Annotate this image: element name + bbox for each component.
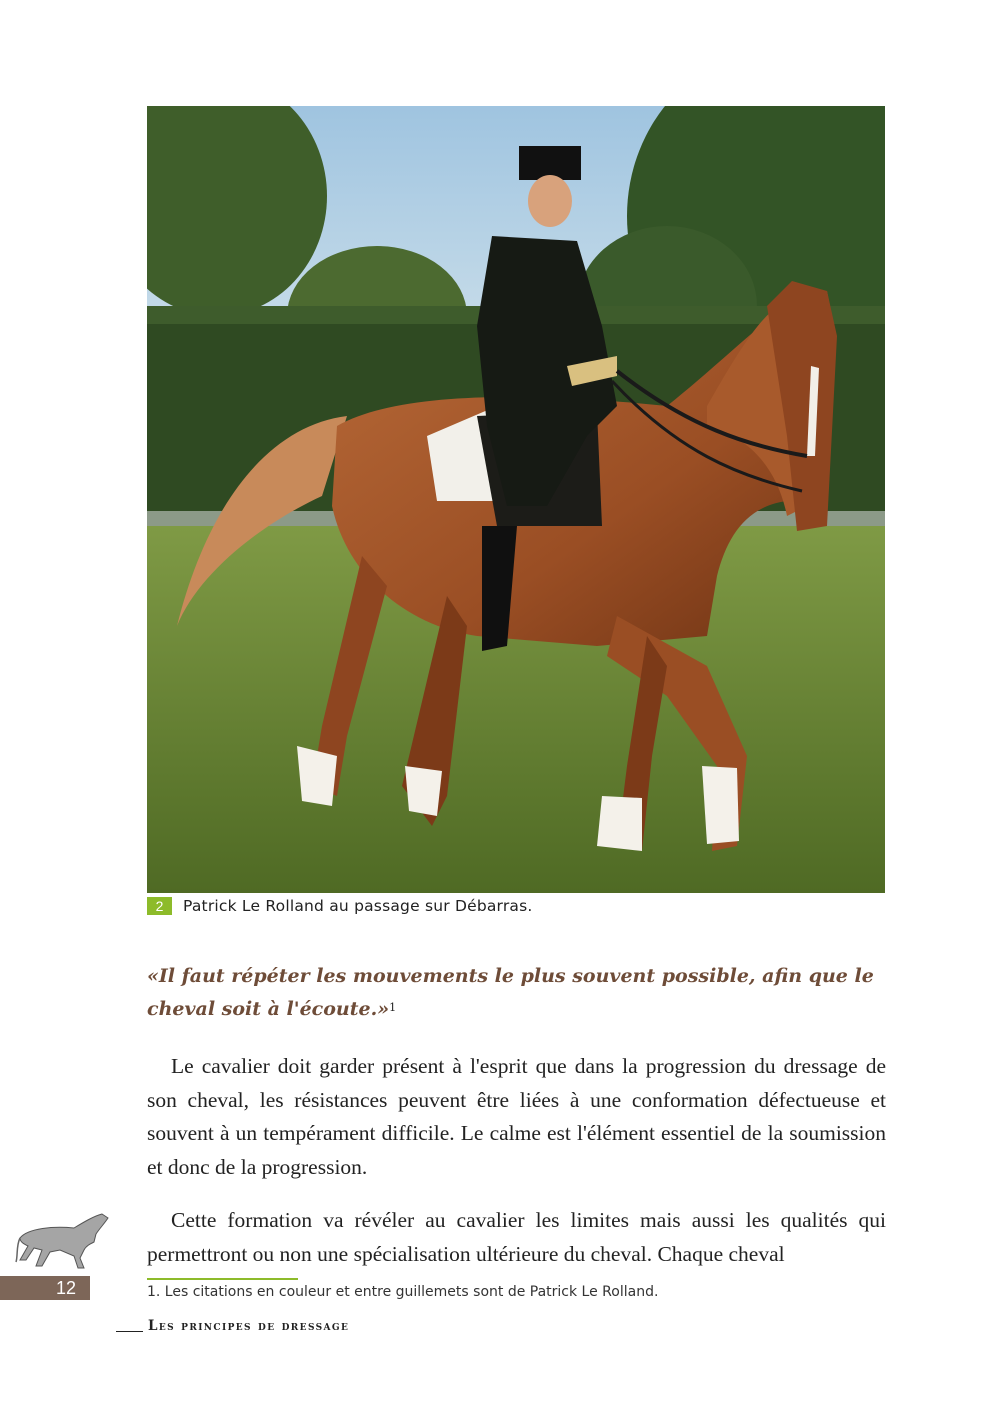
- figure-caption: [147, 896, 533, 916]
- quote-text: «Il faut répéter les mouvements le plus souvent possible, afin que le cheval soit à l'écoute.»: [147, 965, 874, 1020]
- footnote: 1. Les citations en couleur et entre guillemets sont de Patrick Le Rolland.: [147, 1284, 659, 1300]
- figure-number-badge: 2: [147, 897, 172, 915]
- caption-text: Patrick Le Rolland au passage sur Débarras.: [183, 897, 533, 915]
- body-paragraph-1: Le cavalier doit garder présent à l'esprit que dans la progression du dressage de son cheval, les résistances peuvent être liées à une conformation défectueuse et souvent à un tempérament difficile. Le calme est l'élément essentiel de la soumission et donc de la progression.: [147, 1054, 886, 1179]
- page-number: 12: [0, 1276, 90, 1300]
- running-title: Les principes de dressage: [148, 1318, 350, 1334]
- horse-drawing-icon: [14, 1210, 110, 1272]
- body-paragraph-2: Cette formation va révéler au cavalier les limites mais aussi les qualités qui permettront ou non une spécialisation ultérieure du cheval. Chaque cheval: [147, 1208, 886, 1266]
- footnote-divider: [147, 1278, 298, 1280]
- footnote-ref: 1: [389, 1001, 397, 1014]
- horse-photo: [147, 106, 885, 893]
- pull-quote: [147, 960, 887, 1026]
- running-title-rule: [116, 1331, 143, 1332]
